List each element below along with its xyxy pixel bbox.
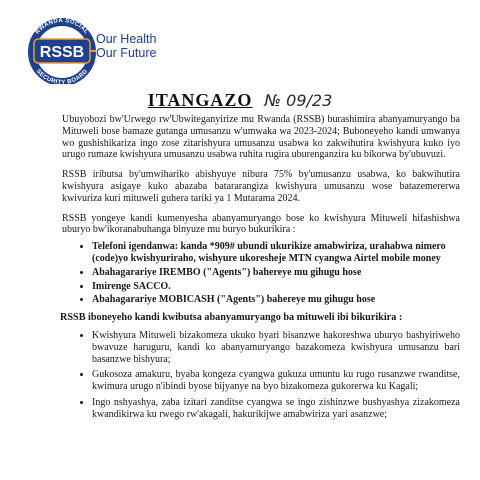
list-item: • Ingo nshyashya, zaba izitari zanditse cyangwa se ingo zishinzwe bushyashya zizakomeza kwandikirwa ku rwego rw'akagali, hakurikijwe amabwiriza yari asanzwe; xyxy=(92,397,460,421)
title-row xyxy=(0,90,480,111)
tagline xyxy=(96,32,156,60)
handwritten-number: № 09/23 xyxy=(264,91,333,110)
paragraph-reminder-75: RSSB iributsa by'umwihariko abishyuye nibura 75% by'umusanzu usabwa, ko bakwihutira kwishyura asigaye kuko abazaba batararangiza kwishyura umusanzu wose batazemererwa kwivuriza kuri mituweli guhera tariki ya 1 Mutarama 2024. xyxy=(62,169,460,204)
document-body xyxy=(62,114,460,425)
logo-ring-top-text: RWANDA SOCIAL xyxy=(34,17,90,36)
reminders-list xyxy=(62,330,460,421)
payment-methods-list xyxy=(62,241,460,306)
paragraph-intro: Ubuyobozi bw'Urwego rw'Ubwiteganyirize mu Rwanda (RSSB) burashimira abanyamuryango ba Mituweli bose bamaze gutanga umusanzu w'umwaka wa 2023-2024; Buboneyeho kandi umwanya wo gushishikariza ingo zose zitarishyura umusanzu usabwa ko zakwihutira kwishyura kuko iyo urugo rumaze kwishyura umusanzu usabwa ruhita rugira uburenganzira ku bikorwa by'ubuvuzi. xyxy=(62,114,460,161)
paragraph-payment-intro: RSSB yongeye kandi kumenyesha abanyamuryango bose ko kwishyura Mituweli hifashishwa uburyo bw'ikoranabuhanga binyuze mu buryo bukurikira : xyxy=(62,212,460,236)
list-item: • Abahagarariye IREMBO ("Agents") bahereye mu gihugu hose xyxy=(92,267,460,279)
document-title: ITANGAZO xyxy=(147,90,253,110)
reminder-heading: RSSB iboneyeho kandi kwibutsa abanyamuryango ba mituweli ibi bikurikira : xyxy=(60,312,403,324)
tagline-line-1: Our Health xyxy=(96,32,157,46)
tagline-line-2: Our Future xyxy=(96,46,157,60)
logo-ring-bottom-text: SECURITY BOARD xyxy=(34,68,90,84)
logo-acronym: RSSB xyxy=(39,44,85,61)
list-item: • Gukosoza amakuru, byaba kongeza cyangwa gukuza umuntu ku rugo rusanzwe rwanditse, kwimura urugo n'ibindi byose bijyanye na byo bizakomeza gukorerwa ku Kagali; xyxy=(92,369,460,393)
list-item: • Kwishyura Mituweli bizakomeza ukuko byari bisanzwe hakoreshwa uburyo bashyiriweho bwavuze haruguru, kandi ko abanyamuryango bazakomeza kwishyura umusanzu bari basanzwe bishyura; xyxy=(92,330,460,365)
list-item: • Abahagarariye MOBICASH ("Agents") bahereye mu gihugu hose xyxy=(92,294,460,306)
list-item: • Imirenge SACCO. xyxy=(92,281,460,293)
list-item: • Telefoni igendanwa: kanda *909# ubundi ukurikize amabwiriza, urahabwa nimero (code)yo kwishyuriraho, wishyure ukoresheje MTN cyangwa Airtel mobile money xyxy=(92,241,460,265)
